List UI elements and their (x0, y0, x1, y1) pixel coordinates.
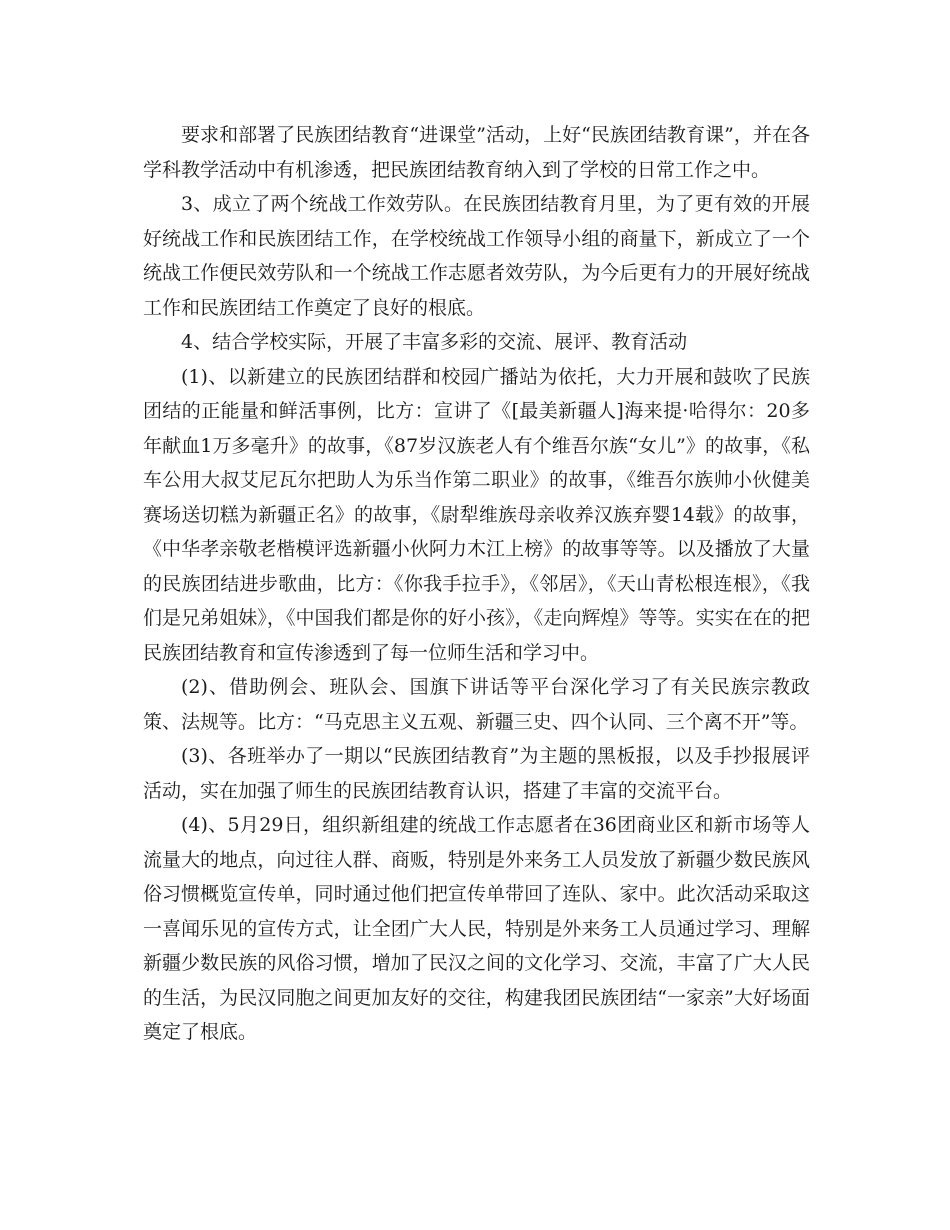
paragraph-3: 4、结合学校实际，开展了丰富多彩的交流、展评、教育活动 (181, 331, 688, 353)
paragraph-5: (2)、借助例会、班队会、国旗下讲话等平台深化学习了有关民族宗教政策、法规等。比方：“马克思主义五观、新疆三史、四个认同、三个离不开”等。 (143, 676, 810, 733)
paragraph-6: (3)、各班举办了一期以“民族团结教育”为主题的黑板报，以及手抄报展评活动，实在加强了师生的民族团结教育认识，搭建了丰富的交流平台。 (143, 745, 810, 802)
paragraph-2: 3、成立了两个统战工作效劳队。在民族团结教育月里，为了更有效的开展好统战工作和民族团结工作，在学校统战工作领导小组的商量下，新成立了一个统战工作便民效劳队和一个统战工作志愿者效劳队，为今后更有力的开展好统战工作和民族团结工作奠定了良好的根底。 (143, 193, 810, 319)
paragraph-4: (1)、以新建立的民族团结群和校园广播站为依托，大力开展和鼓吹了民族团结的正能量和鲜活事例，比方：宣讲了《[最美新疆人]海来提·哈得尔：20多年献血1万多毫升》的故事，《87岁汉族老人有个维吾尔族“女儿”》的故事，《私车公用大叔艾尼瓦尔把助人为乐当作第二职业》的故事，《维吾尔族帅小伙健美赛场送切糕为新疆正名》的故事，《尉犁维族母亲收养汉族弃婴14载》的故事，《中华孝亲敬老楷模评选新疆小伙阿力木江上榜》的故事等等。以及播放了大量的民族团结进步歌曲，比方：《你我手拉手》，《邻居》，《天山青松根连根》，《我们是兄弟姐妹》，《中国我们都是你的好小孩》，《走向辉煌》等等。实实在在的把民族团结教育和宣传渗透到了每一位师生活和学习中。 (143, 365, 810, 664)
paragraph-7: (4)、5月29日，组织新组建的统战工作志愿者在36团商业区和新市场等人流量大的地点，向过往人群、商贩，特别是外来务工人员发放了新疆少数民族风俗习惯概览宣传单，同时通过他们把宣传单带回了连队、家中。此次活动采取这一喜闻乐见的宣传方式，让全团广大人民，特别是外来务工人员通过学习、理解新疆少数民族的风俗习惯，增加了民汉之间的文化学习、交流，丰富了广大人民的生活，为民汉同胞之间更加友好的交往，构建我团民族团结“一家亲”大好场面奠定了根底。 (143, 814, 810, 1043)
paragraph-1: 要求和部署了民族团结教育“进课堂”活动，上好“民族团结教育课”，并在各学科教学活动中有机渗透，把民族团结教育纳入到了学校的日常工作之中。 (143, 124, 810, 181)
